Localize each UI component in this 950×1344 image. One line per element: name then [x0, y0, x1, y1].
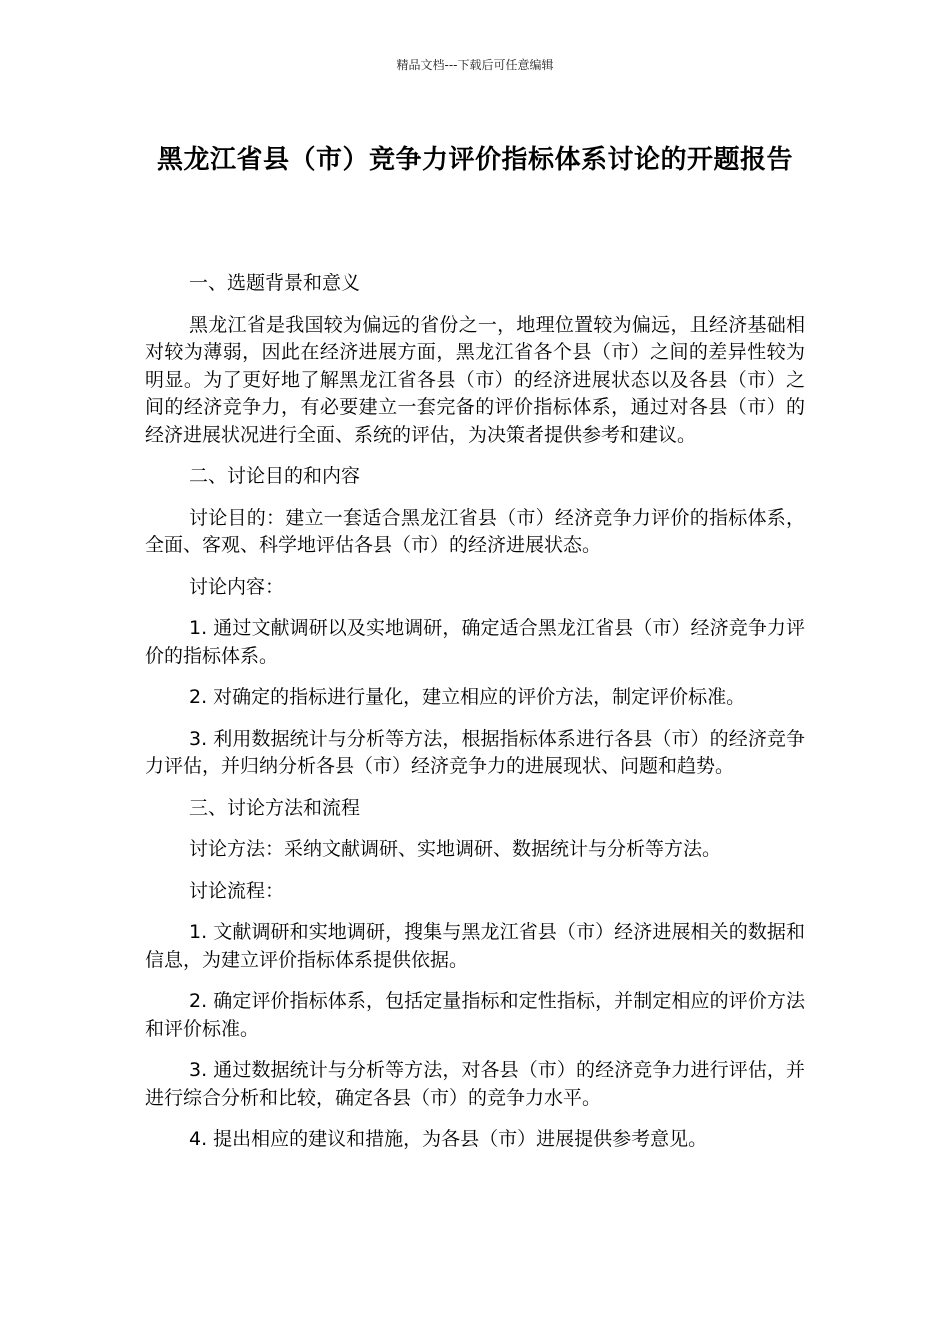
- section-heading-background: 一、选题背景和意义: [189, 272, 361, 294]
- section-heading-purpose: 二、讨论目的和内容: [189, 465, 361, 487]
- paragraph-purpose: 讨论目的：建立一套适合黑龙江省县（市）经济竞争力评价的指标体系，全面、客观、科学地评估各县（市）的经济进展状态。: [145, 506, 805, 556]
- section-heading-method: 三、讨论方法和流程: [189, 796, 361, 819]
- document-body: [145, 270, 805, 1168]
- list-item-process-2: 2. 确定评价指标体系，包括定量指标和定性指标，并制定相应的评价方法和评价标准。: [145, 990, 805, 1040]
- list-item-content-2: 2. 对确定的指标进行量化，建立相应的评价方法，制定评价标准。: [189, 686, 746, 708]
- subheading-content: 讨论内容：: [189, 575, 285, 598]
- list-item-process-3: 3. 通过数据统计与分析等方法，对各县（市）的经济竞争力进行评估，并进行综合分析和比较，确定各县（市）的竞争力水平。: [145, 1059, 805, 1109]
- document-title: 黑龙江省县（市）竞争力评价指标体系讨论的开题报告: [156, 145, 793, 175]
- header-note: 精品文档---下载后可任意编辑: [396, 58, 554, 72]
- list-item-content-3: 3. 利用数据统计与分析等方法，根据指标体系进行各县（市）的经济竞争力评估，并归纳分析各县（市）经济竞争力的进展现状、问题和趋势。: [145, 727, 805, 777]
- list-item-process-1: 1. 文献调研和实地调研，搜集与黑龙江省县（市）经济进展相关的数据和信息，为建立评价指标体系提供依据。: [145, 921, 805, 971]
- subheading-process: 讨论流程：: [189, 879, 285, 902]
- list-item-content-1: 1. 通过文献调研以及实地调研，确定适合黑龙江省县（市）经济竞争力评价的指标体系。: [145, 617, 805, 667]
- list-item-process-4: 4. 提出相应的建议和措施，为各县（市）进展提供参考意见。: [189, 1128, 708, 1150]
- paragraph-method: 讨论方法：采纳文献调研、实地调研、数据统计与分析等方法。: [189, 838, 722, 860]
- paragraph-background: 黑龙江省是我国较为偏远的省份之一，地理位置较为偏远，且经济基础相对较为薄弱，因此在经济进展方面，黑龙江省各个县（市）之间的差异性较为明显。为了更好地了解黑龙江省各县（市）的经济进展状态以及各县（市）之间的经济竞争力，有必要建立一套完备的评价指标体系，通过对各县（市）的经济进展状况进行全面、系统的评估，为决策者提供参考和建议。: [145, 313, 805, 446]
